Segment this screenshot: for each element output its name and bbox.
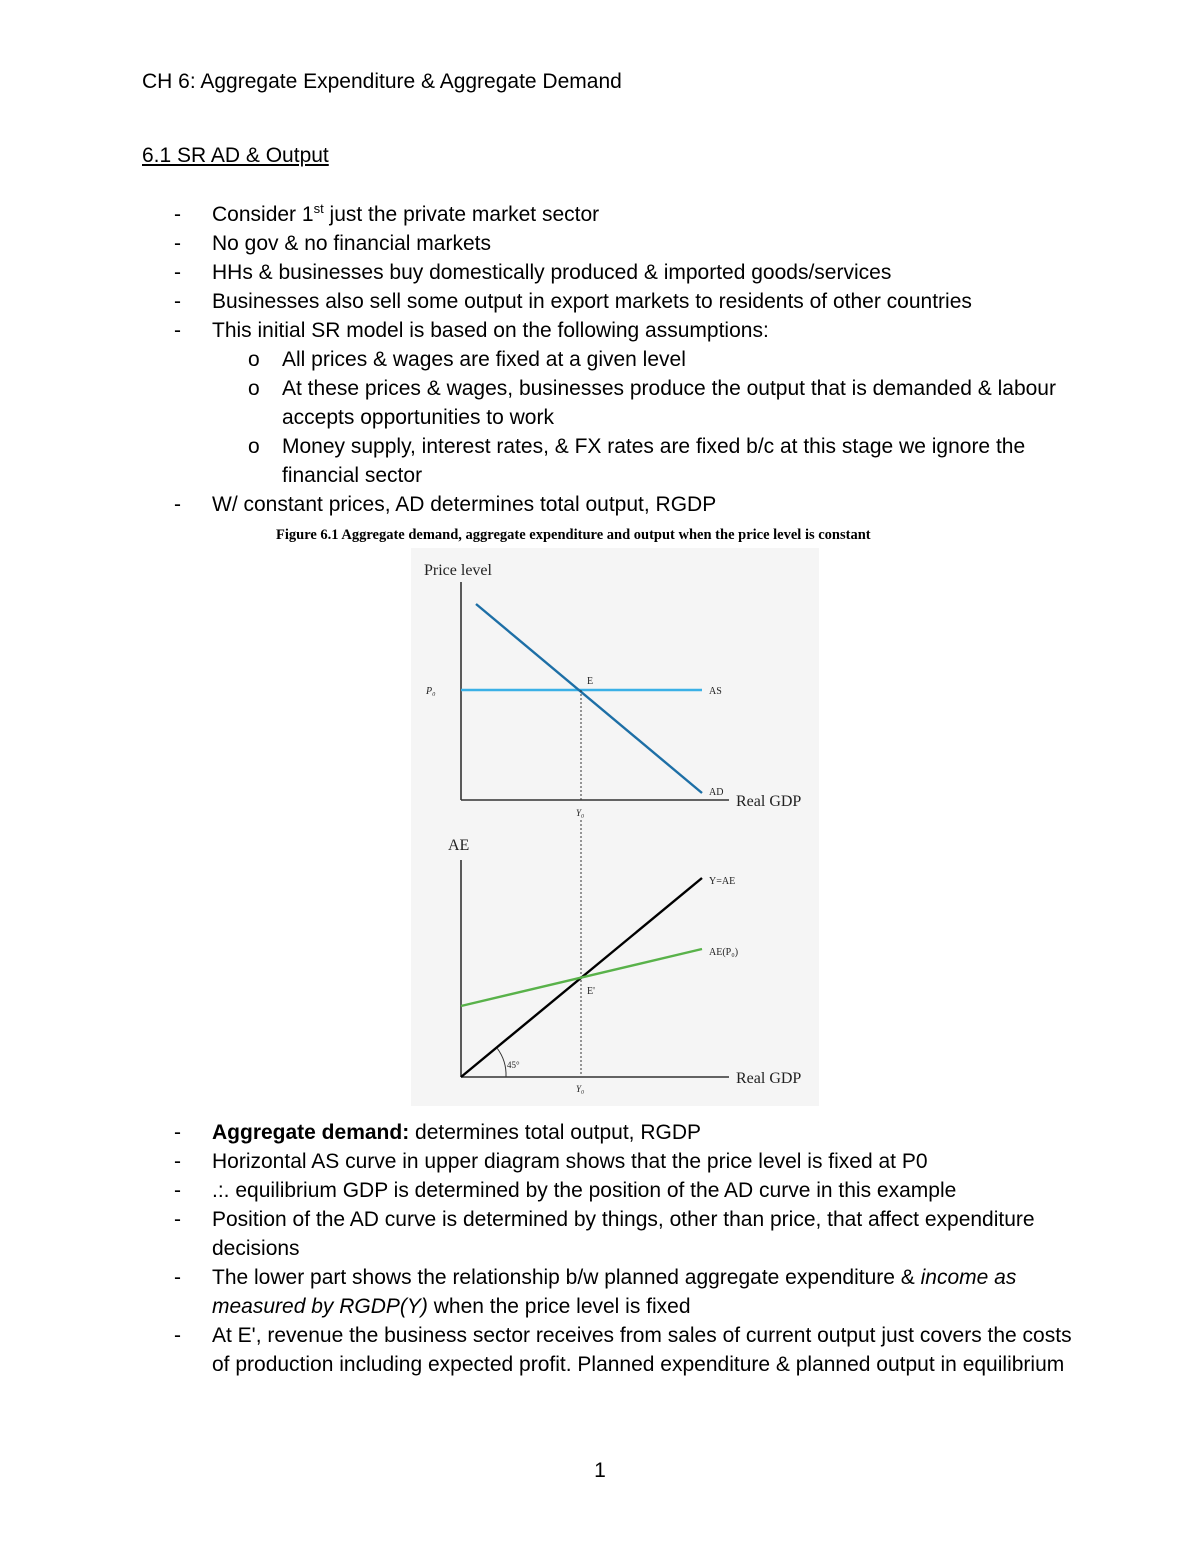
section-heading: 6.1 SR AD & Output (142, 144, 329, 167)
dash-bullet: - (174, 1208, 181, 1231)
dash-bullet: - (174, 290, 181, 313)
circle-bullet: o (248, 435, 260, 458)
circle-bullet: o (248, 348, 260, 371)
bullet-text: Position of the AD curve is determined by things, other than price, that affect expenditure decisions (212, 1208, 1035, 1260)
equilibrium-e-label: E (587, 676, 594, 687)
bottom-x-axis-label: Real GDP (736, 1070, 802, 1087)
equilibrium-eprime-label: E' (587, 986, 595, 997)
circle-bullet: o (248, 377, 260, 400)
dash-bullet: - (174, 232, 181, 255)
bullet-text: W/ constant prices, AD determines total output, RGDP (212, 493, 717, 516)
bullet-text: Horizontal AS curve in upper diagram shows that the price level is fixed at P0 (212, 1150, 928, 1173)
list-item (142, 1147, 1082, 1176)
bullet-text: Businesses also sell some output in export markets to residents of other countries (212, 290, 972, 313)
bullet-text: At these prices & wages, businesses produce the output that is demanded & labour accepts opportunities to work (282, 377, 1056, 429)
list-item (142, 287, 1082, 316)
list-item (142, 490, 1082, 519)
sub-list-item (142, 345, 1082, 374)
top-x-axis-label: Real GDP (736, 793, 802, 810)
y0-bottom-label: Y₀ (576, 1084, 585, 1094)
angle-label: 45° (507, 1060, 520, 1070)
dash-bullet: - (174, 1324, 181, 1347)
dash-bullet: - (174, 261, 181, 284)
sub-list-item (142, 432, 1082, 490)
superscript: st (313, 201, 324, 216)
list-item (142, 1321, 1082, 1379)
bullet-text: All prices & wages are fixed at a given level (282, 348, 686, 371)
bullet-text: At E', revenue the business sector receives from sales of current output just covers the costs of production including expected profit. Planned expenditure & planned output in equilibrium (212, 1324, 1072, 1376)
dash-bullet: - (174, 1150, 181, 1173)
bold-term: Aggregate demand: (212, 1121, 410, 1144)
list-item (142, 1263, 1082, 1321)
bullet-text: Consider 1 (212, 203, 314, 226)
list-item (142, 258, 1082, 287)
bullet-text: just the private market sector (323, 203, 600, 226)
list-item (142, 1118, 1082, 1147)
bullet-text: determines total output, RGDP (409, 1121, 702, 1144)
angle-arc (497, 1048, 506, 1077)
dash-bullet: - (174, 1179, 181, 1202)
bullet-text: .:. equilibrium GDP is determined by the position of the AD curve in this example (212, 1179, 957, 1202)
bullet-list (142, 200, 1082, 519)
list-item (142, 229, 1082, 258)
bullet-text: No gov & no financial markets (212, 232, 491, 255)
y0-top-label: Y₀ (576, 808, 585, 818)
bullet-text: Money supply, interest rates, & FX rates are fixed b/c at this stage we ignore the financial sector (282, 435, 1026, 487)
bullet-text: HHs & businesses buy domestically produced & imported goods/services (212, 261, 892, 284)
bullet-text: This initial SR model is based on the following assumptions: (212, 319, 769, 342)
sub-list-item (142, 374, 1082, 432)
list-item (142, 1205, 1082, 1263)
ad-ae-diagram (411, 548, 819, 1106)
list-item (142, 1176, 1082, 1205)
bottom-y-axis-label: AE (448, 837, 470, 854)
figure-caption: Figure 6.1 Aggregate demand, aggregate expenditure and output when the price level is constant (276, 527, 871, 543)
p0-label: P₀ (426, 686, 436, 697)
y-equals-ae-label: Y=AE (709, 876, 736, 887)
dash-bullet: - (174, 1266, 181, 1289)
italic-text: income as measured by RGDP(Y) (212, 1266, 1017, 1318)
bullet-text: when the price level is fixed (427, 1295, 691, 1318)
bullet-text: The lower part shows the relationship b/w planned aggregate expenditure & (212, 1266, 921, 1289)
list-item (142, 316, 1082, 345)
list-item (142, 200, 1082, 229)
dash-bullet: - (174, 493, 181, 516)
ad-label: AD (709, 787, 724, 798)
top-y-axis-label: Price level (424, 562, 492, 579)
as-label: AS (709, 686, 722, 697)
ad-curve (476, 604, 702, 793)
dash-bullet: - (174, 319, 181, 342)
bullet-list-2 (142, 1118, 1082, 1379)
page-title: CH 6: Aggregate Expenditure & Aggregate Demand (142, 70, 622, 93)
ae-p0-label: AE(P₀) (709, 947, 739, 958)
dash-bullet: - (174, 1121, 181, 1144)
figure-6-1 (411, 548, 819, 1106)
dash-bullet: - (174, 203, 181, 226)
page-number: 1 (594, 1459, 606, 1482)
